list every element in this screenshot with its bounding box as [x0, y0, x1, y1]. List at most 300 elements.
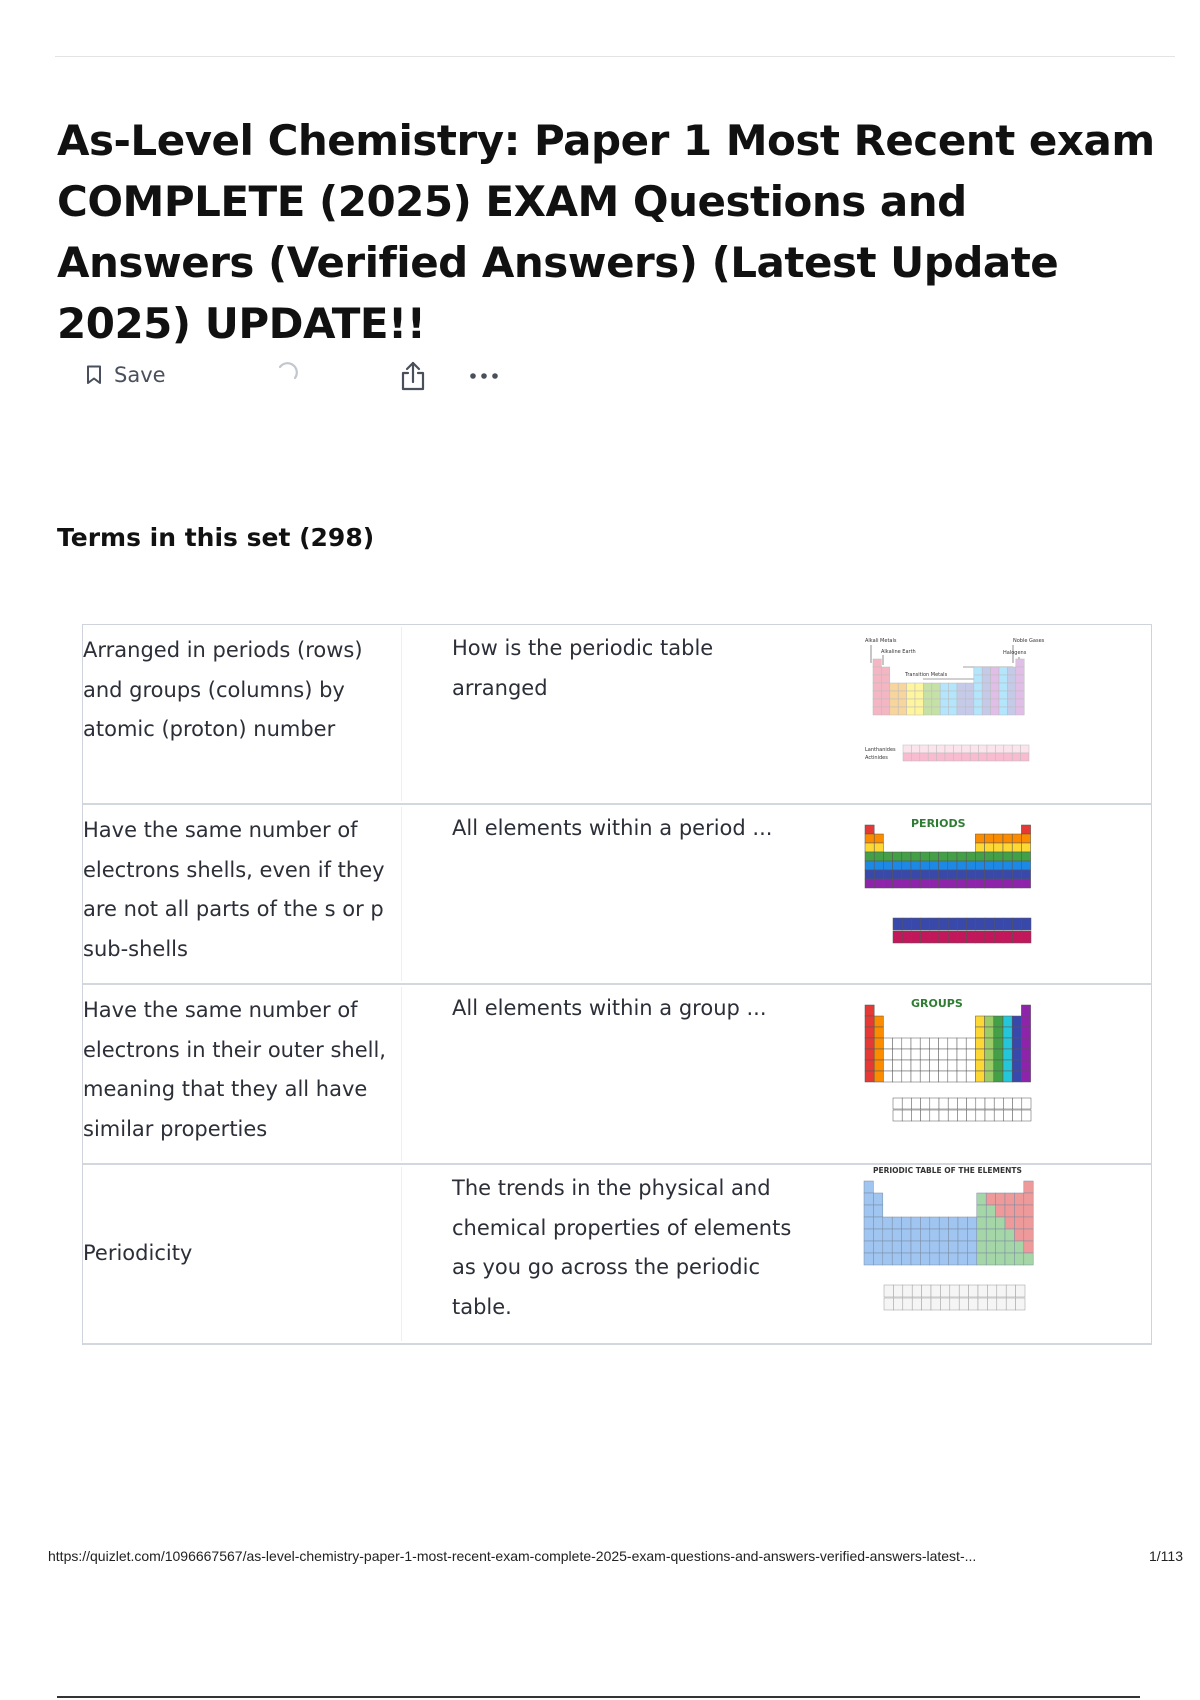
element-cell — [1014, 1229, 1023, 1241]
element-cell — [958, 1241, 967, 1253]
element-cell — [874, 1038, 883, 1049]
element-cell — [921, 918, 930, 930]
element-cell — [902, 1038, 911, 1049]
element-cell — [931, 1298, 940, 1310]
element-cell — [874, 861, 883, 870]
element-cell — [991, 683, 999, 691]
element-cell — [985, 1098, 994, 1109]
element-cell — [1005, 1229, 1014, 1241]
element-cell — [911, 861, 920, 870]
element-cell — [999, 691, 1007, 699]
term-card-row[interactable] — [83, 625, 1151, 805]
element-cell — [1014, 1217, 1023, 1229]
element-cell — [976, 931, 985, 943]
element-cell — [1013, 931, 1022, 943]
element-cell — [920, 852, 929, 861]
element-cell — [932, 683, 940, 691]
element-cell — [873, 1229, 882, 1241]
element-cell — [986, 1253, 995, 1265]
element-cell — [996, 1205, 1005, 1217]
element-cell — [948, 918, 957, 930]
element-cell — [939, 852, 948, 861]
element-cell — [930, 1229, 939, 1241]
element-cell — [1014, 1205, 1023, 1217]
element-cell — [902, 1229, 911, 1241]
bookmark-icon — [86, 365, 102, 385]
element-cell — [898, 683, 906, 691]
groups-grid — [865, 1005, 1031, 1121]
element-cell — [923, 691, 931, 699]
element-cell — [975, 1016, 984, 1027]
element-cell — [1003, 1071, 1012, 1082]
element-cell — [1024, 1205, 1033, 1217]
element-cell — [939, 918, 948, 930]
element-cell — [985, 1071, 994, 1082]
element-cell — [874, 879, 883, 888]
element-cell — [920, 1071, 929, 1082]
element-cell — [974, 675, 982, 683]
element-cell — [902, 1217, 911, 1229]
element-cell — [920, 870, 929, 879]
element-cell — [1022, 1110, 1031, 1121]
element-cell — [945, 753, 953, 761]
element-cell — [1024, 1193, 1033, 1205]
element-cell — [967, 1229, 976, 1241]
element-cell — [921, 931, 930, 943]
element-cell — [1024, 1181, 1033, 1193]
element-cell — [994, 1027, 1003, 1038]
element-cell — [965, 683, 973, 691]
element-cell — [930, 1098, 939, 1109]
element-cell — [929, 852, 938, 861]
element-cell — [982, 683, 990, 691]
element-cell — [932, 707, 940, 715]
element-cell — [975, 1038, 984, 1049]
element-cell — [948, 879, 957, 888]
element-cell — [883, 870, 892, 879]
periodic-table-of-elements-image[interactable] — [863, 1165, 1053, 1325]
element-cell — [1012, 879, 1021, 888]
element-cell — [1003, 861, 1012, 870]
element-cell — [939, 1229, 948, 1241]
element-cell — [957, 1049, 966, 1060]
element-cell — [939, 1038, 948, 1049]
element-cell — [911, 753, 919, 761]
element-cell — [902, 1253, 911, 1265]
element-cell — [999, 683, 1007, 691]
term-question: All elements within a group ... — [452, 996, 767, 1020]
element-cell — [999, 667, 1007, 675]
save-label: Save — [114, 363, 166, 387]
element-cell — [967, 1110, 976, 1121]
element-cell — [893, 918, 902, 930]
element-cell — [985, 861, 994, 870]
element-cell — [1021, 1049, 1030, 1060]
element-cell — [962, 753, 970, 761]
element-cell — [1007, 691, 1015, 699]
element-cell — [999, 675, 1007, 683]
element-cell — [865, 879, 874, 888]
element-cell — [985, 879, 994, 888]
element-cell — [929, 1049, 938, 1060]
element-cell — [957, 870, 966, 879]
element-cell — [979, 753, 987, 761]
element-cell — [865, 852, 874, 861]
element-cell — [881, 667, 889, 675]
groups-diagram-image[interactable] — [863, 993, 1053, 1153]
element-cell — [1012, 1027, 1021, 1038]
element-cell — [937, 753, 945, 761]
element-cell — [991, 699, 999, 707]
element-cell — [864, 1229, 873, 1241]
element-cell — [958, 1229, 967, 1241]
element-cell — [970, 753, 978, 761]
element-cell — [873, 1193, 882, 1205]
element-cell — [902, 861, 911, 870]
element-cell — [1016, 675, 1024, 683]
element-cell — [1012, 1071, 1021, 1082]
element-cell — [864, 1217, 873, 1229]
element-cell — [994, 870, 1003, 879]
element-cell — [948, 931, 957, 943]
element-cell — [994, 1038, 1003, 1049]
element-cell — [873, 691, 881, 699]
more-horizontal-icon — [470, 373, 498, 379]
periodic-table-grid — [873, 659, 1029, 761]
element-cell — [893, 1049, 902, 1060]
element-cell — [865, 1016, 874, 1027]
element-cell — [874, 1071, 883, 1082]
element-cell — [883, 879, 892, 888]
element-cell — [1003, 1038, 1012, 1049]
element-cell — [977, 1217, 986, 1229]
term-question: How is the periodic table arranged — [452, 636, 714, 700]
element-cell — [929, 1038, 938, 1049]
element-cell — [864, 1193, 873, 1205]
element-cell — [1013, 1098, 1022, 1109]
element-cell — [883, 1217, 892, 1229]
element-cell — [930, 1217, 939, 1229]
element-cell — [957, 861, 966, 870]
element-cell — [1012, 843, 1021, 852]
label-halogens: Halogens — [1003, 650, 1027, 656]
element-cell — [902, 879, 911, 888]
element-cell — [1007, 683, 1015, 691]
element-cell — [997, 1298, 1006, 1310]
element-cell — [911, 1217, 920, 1229]
periodic-table-title: PERIODIC TABLE OF THE ELEMENTS — [873, 1166, 1022, 1175]
element-cell — [957, 852, 966, 861]
element-cell — [996, 1217, 1005, 1229]
element-cell — [949, 1253, 958, 1265]
element-cell — [1006, 1298, 1015, 1310]
element-cell — [977, 1253, 986, 1265]
element-cell — [957, 1038, 966, 1049]
element-cell — [892, 1217, 901, 1229]
element-cell — [865, 861, 874, 870]
element-cell — [1014, 1241, 1023, 1253]
element-cell — [940, 683, 948, 691]
element-cell — [915, 691, 923, 699]
element-cell — [1012, 870, 1021, 879]
element-cell — [940, 1298, 949, 1310]
element-cell — [939, 1049, 948, 1060]
element-cell — [969, 1298, 978, 1310]
element-cell — [1021, 1016, 1030, 1027]
element-cell — [1024, 1253, 1033, 1265]
term-definition — [83, 1165, 393, 1343]
element-cell — [1022, 918, 1031, 930]
element-cell — [902, 1110, 911, 1121]
element-cell — [982, 691, 990, 699]
element-cell — [892, 1253, 901, 1265]
label-alkali-metals: Alkali Metals — [865, 638, 897, 644]
element-cell — [928, 745, 936, 753]
element-cell — [987, 745, 995, 753]
element-cell — [881, 683, 889, 691]
element-cell — [958, 1253, 967, 1265]
element-cell — [865, 825, 874, 834]
element-cell — [911, 931, 920, 943]
element-cell — [1005, 1241, 1014, 1253]
element-cell — [915, 699, 923, 707]
element-cell — [930, 918, 939, 930]
element-cell — [982, 699, 990, 707]
element-cell — [1007, 667, 1015, 675]
element-cell — [865, 1060, 874, 1071]
element-cell — [902, 1049, 911, 1060]
term-card-row[interactable] — [83, 985, 1151, 1165]
element-cell — [991, 675, 999, 683]
element-cell — [873, 1241, 882, 1253]
element-cell — [921, 1098, 930, 1109]
element-cell — [975, 1049, 984, 1060]
element-cell — [958, 1217, 967, 1229]
element-cell — [911, 918, 920, 930]
element-cell — [950, 1285, 959, 1297]
element-cell — [865, 843, 874, 852]
element-cell — [911, 1253, 920, 1265]
element-cell — [911, 1071, 920, 1082]
element-cell — [939, 1241, 948, 1253]
element-cell — [948, 1098, 957, 1109]
element-cell — [939, 1060, 948, 1071]
element-cell — [967, 1217, 976, 1229]
element-cell — [969, 1285, 978, 1297]
element-cell — [911, 1060, 920, 1071]
element-cell — [873, 683, 881, 691]
element-cell — [959, 1285, 968, 1297]
label-lanthanides: Lanthanides — [865, 747, 896, 753]
element-cell — [1021, 1038, 1030, 1049]
element-cell — [985, 931, 994, 943]
element-cell — [957, 879, 966, 888]
element-cell — [893, 1285, 902, 1297]
element-cell — [902, 1241, 911, 1253]
element-cell — [1012, 1038, 1021, 1049]
header-divider — [55, 56, 1175, 57]
element-cell — [965, 699, 973, 707]
label-actinides: Actinides — [865, 755, 888, 761]
element-cell — [1003, 870, 1012, 879]
element-cell — [966, 852, 975, 861]
element-cell — [911, 1241, 920, 1253]
element-cell — [1012, 1016, 1021, 1027]
element-cell — [883, 861, 892, 870]
element-cell — [883, 1241, 892, 1253]
element-cell — [1003, 1110, 1012, 1121]
element-cell — [986, 1193, 995, 1205]
element-cell — [911, 1110, 920, 1121]
element-cell — [928, 753, 936, 761]
element-cell — [1014, 1193, 1023, 1205]
element-cell — [939, 861, 948, 870]
element-cell — [966, 1071, 975, 1082]
more-options-button[interactable] — [466, 360, 502, 390]
element-cell — [929, 861, 938, 870]
element-cell — [949, 1229, 958, 1241]
element-cell — [923, 699, 931, 707]
element-cell — [911, 1038, 920, 1049]
element-cell — [1012, 753, 1020, 761]
element-cell — [995, 753, 1003, 761]
element-cell — [898, 707, 906, 715]
page-title: As-Level Chemistry: Paper 1 Most Recent exam COMPLETE (2025) EXAM Questions and Answers (Verified Answers) (Latest Update 2025) UPDATE!! — [57, 116, 1155, 348]
element-cell — [907, 707, 915, 715]
element-cell — [974, 683, 982, 691]
element-cell — [987, 753, 995, 761]
element-cell — [985, 834, 994, 843]
element-cell — [994, 1071, 1003, 1082]
element-cell — [1016, 659, 1024, 667]
element-cell — [949, 707, 957, 715]
element-cell — [967, 1098, 976, 1109]
element-cell — [950, 1298, 959, 1310]
element-cell — [893, 852, 902, 861]
element-cell — [903, 753, 911, 761]
element-cell — [1016, 707, 1024, 715]
element-cell — [911, 745, 919, 753]
element-cell — [873, 1205, 882, 1217]
element-cell — [902, 1060, 911, 1071]
element-cell — [1021, 1027, 1030, 1038]
element-cell — [1003, 879, 1012, 888]
share-button[interactable] — [398, 360, 428, 392]
element-cell — [999, 699, 1007, 707]
column-divider — [401, 807, 402, 981]
element-cell — [974, 691, 982, 699]
element-cell — [1022, 1098, 1031, 1109]
element-cell — [920, 745, 928, 753]
element-cell — [874, 1049, 883, 1060]
element-cell — [893, 1110, 902, 1121]
element-cell — [965, 707, 973, 715]
element-cell — [994, 852, 1003, 861]
element-cell — [985, 852, 994, 861]
element-cell — [994, 1049, 1003, 1060]
save-button[interactable] — [86, 363, 166, 387]
element-cell — [1024, 1217, 1033, 1229]
element-cell — [982, 667, 990, 675]
element-cell — [920, 1229, 929, 1241]
element-cell — [903, 1298, 912, 1310]
element-cell — [974, 699, 982, 707]
element-cell — [903, 1285, 912, 1297]
element-cell — [948, 1049, 957, 1060]
element-cell — [965, 691, 973, 699]
element-cell — [907, 683, 915, 691]
element-cell — [920, 879, 929, 888]
periods-diagram-image[interactable] — [863, 813, 1053, 973]
column-divider — [401, 627, 402, 801]
element-cell — [977, 1193, 986, 1205]
element-cell — [949, 1241, 958, 1253]
element-cell — [932, 699, 940, 707]
element-cell — [974, 707, 982, 715]
element-cell — [890, 683, 898, 691]
element-cell — [1003, 1098, 1012, 1109]
element-cell — [865, 1027, 874, 1038]
action-bar — [80, 360, 520, 394]
element-cell — [1005, 1193, 1014, 1205]
element-cell — [978, 1285, 987, 1297]
element-cell — [920, 861, 929, 870]
element-cell — [987, 1298, 996, 1310]
element-cell — [940, 699, 948, 707]
element-cell — [883, 1049, 892, 1060]
element-cell — [898, 691, 906, 699]
element-cell — [883, 1229, 892, 1241]
element-cell — [975, 852, 984, 861]
element-cell — [1016, 691, 1024, 699]
term-card-row[interactable] — [83, 1165, 1151, 1345]
element-cell — [865, 1049, 874, 1060]
element-cell — [985, 1110, 994, 1121]
element-cell — [982, 707, 990, 715]
element-cell — [1003, 1016, 1012, 1027]
element-cell — [976, 1098, 985, 1109]
element-cell — [957, 707, 965, 715]
element-cell — [874, 1016, 883, 1027]
term-card-row[interactable] — [83, 805, 1151, 985]
element-cell — [922, 1298, 931, 1310]
element-cell — [949, 699, 957, 707]
element-cell — [985, 1027, 994, 1038]
page-number: 1/113 — [1149, 1548, 1183, 1564]
element-cell — [881, 691, 889, 699]
element-cell — [979, 745, 987, 753]
element-cell — [975, 834, 984, 843]
element-cell — [978, 1298, 987, 1310]
element-cell — [1012, 745, 1020, 753]
groups-label: GROUPS — [911, 997, 963, 1010]
element-cell — [966, 870, 975, 879]
element-cell — [939, 1110, 948, 1121]
footer-divider — [57, 1696, 1140, 1698]
element-cell — [967, 1253, 976, 1265]
element-cell — [884, 1285, 893, 1297]
element-cell — [940, 707, 948, 715]
element-cell — [884, 1298, 893, 1310]
periodic-table-labeled-image[interactable] — [863, 633, 1053, 793]
element-cell — [957, 691, 965, 699]
element-cell — [1021, 870, 1030, 879]
element-cell — [865, 870, 874, 879]
element-cell — [985, 1016, 994, 1027]
element-cell — [959, 1298, 968, 1310]
label-noble-gases: Noble Gases — [1013, 638, 1045, 644]
element-cell — [985, 918, 994, 930]
